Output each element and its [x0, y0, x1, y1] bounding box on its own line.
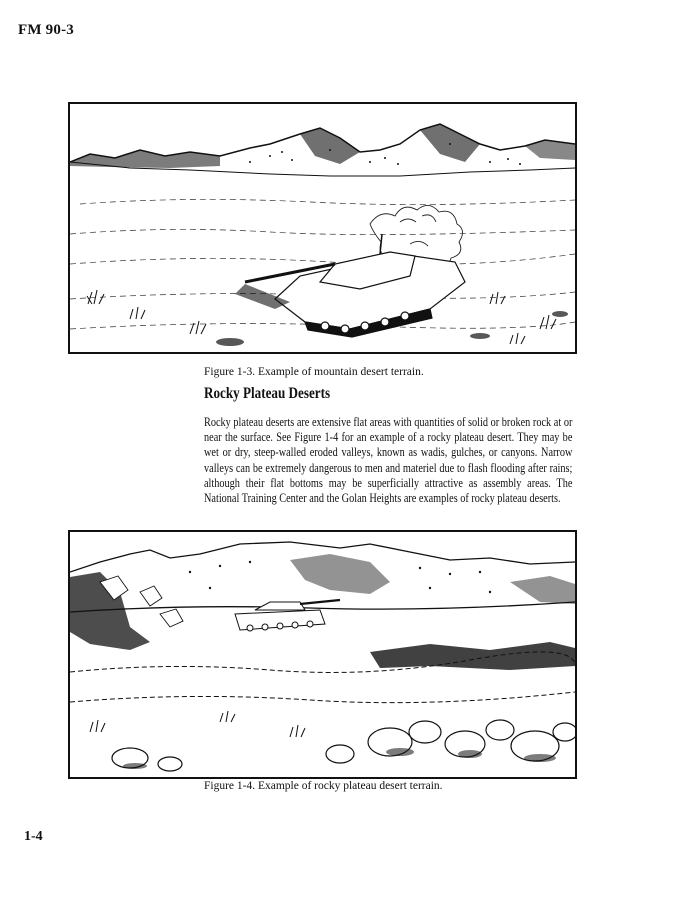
mountain-desert-illustration	[70, 104, 575, 352]
figure-mountain-desert	[68, 102, 577, 354]
figure-1-3-caption: Figure 1-3. Example of mountain desert terrain.	[204, 366, 424, 378]
section-body-paragraph: Rocky plateau deserts are extensive flat areas with quantities of solid or broken rock at or near the surface. See Figure 1-4 for an example of a rocky plateau desert. They may be wet or dry, steep-walled eroded valleys, known as wadis, gulches, or canyons. Narrow valleys can be extremely dangerous to men and materiel due to flash flooding after rains; although their flat bottoms may be superficially attractive as assembly areas. The National Training Center and the Golan Heights are examples of rocky plateau deserts.	[204, 415, 573, 506]
figure-1-4-caption: Figure 1-4. Example of rocky plateau desert terrain.	[204, 780, 443, 792]
rocky-plateau-illustration	[70, 532, 575, 777]
figure-rocky-plateau-desert	[68, 530, 577, 779]
page-number: 1-4	[24, 829, 43, 844]
section-title: Rocky Plateau Deserts	[204, 385, 331, 402]
manual-id-header: FM 90-3	[18, 22, 74, 38]
